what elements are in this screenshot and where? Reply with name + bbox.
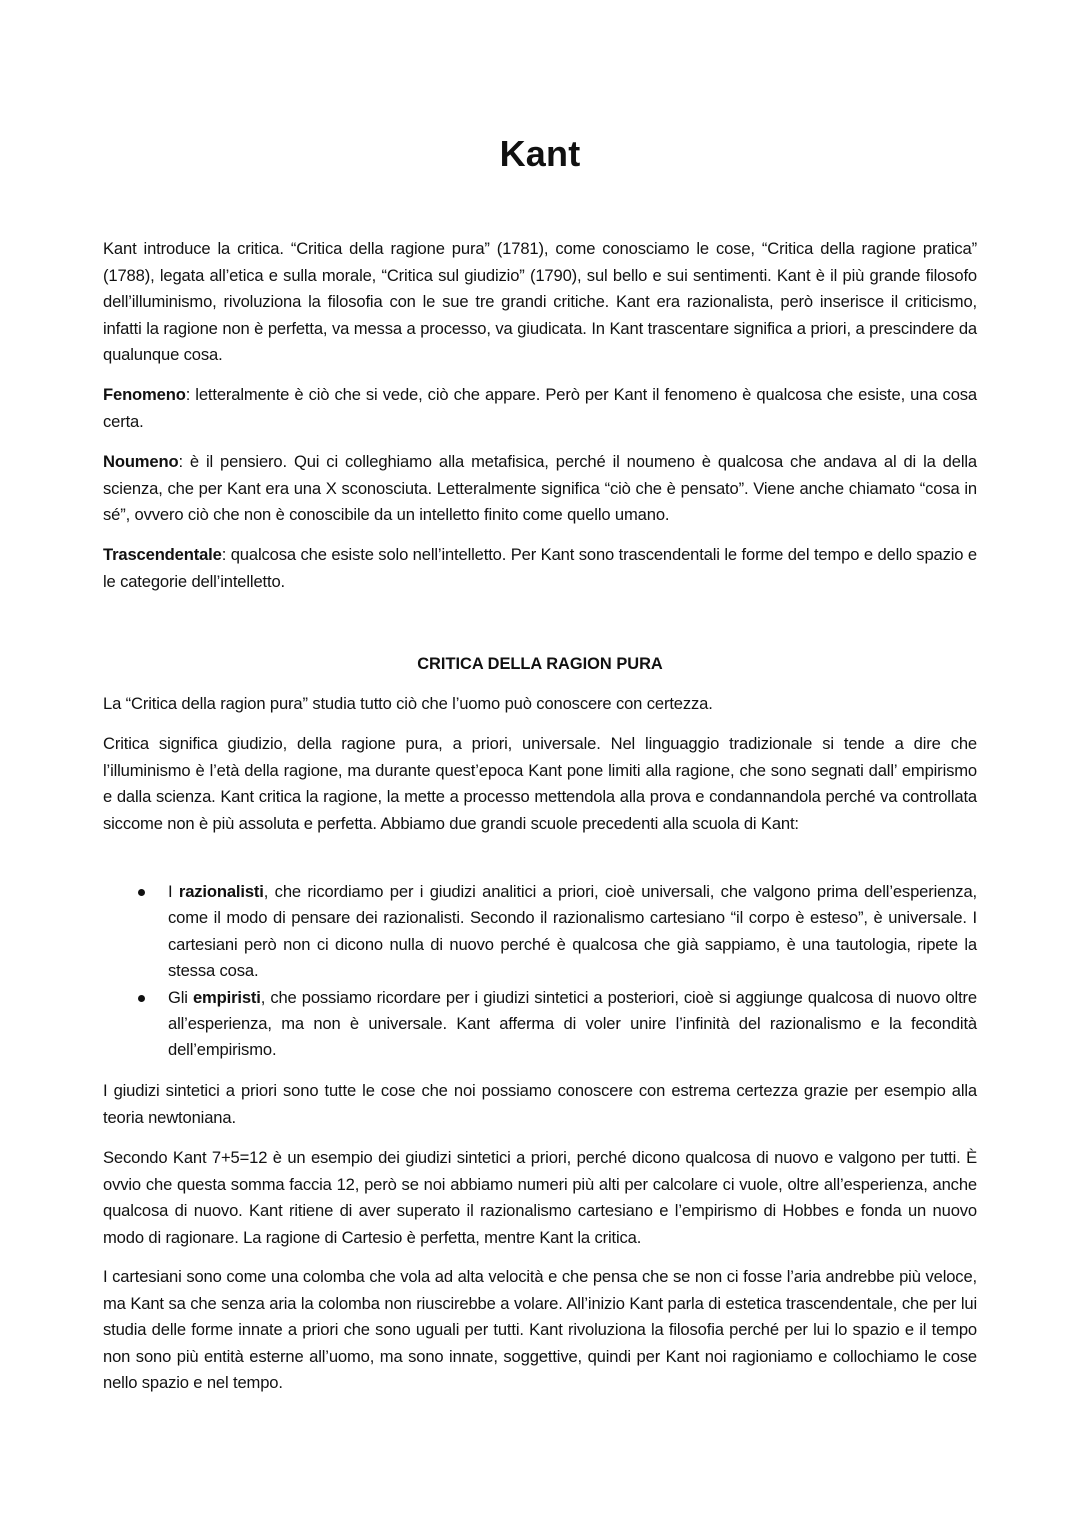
section-paragraph-4-block xyxy=(103,1145,977,1251)
section-paragraph: Secondo Kant 7+5=12 è un esempio dei giudizi sintetici a priori, perché dicono qualcosa di nuovo e valgono per tutti. È ovvio che questa somma faccia 12, però se noi abbiamo numeri più alti per calcolare ci vuole, oltre all’esperienza, anche qualcosa di nuovo. Kant ritiene di aver superato il razionalismo cartesiano e l’empirismo di Hobbes e fonda un nuovo modo di ragionare. La ragione di Cartesio è perfetta, mentre Kant la critica. xyxy=(103,1148,977,1247)
section-paragraph: Critica significa giudizio, della ragione pura, a priori, universale. Nel linguaggio tradizionale si tende a dire che l’illuminismo è l’età della ragione, ma durante quest’epoca Kant pone limiti alla ragione, che sono segnati dall’ empirismo e dalla scienza. Kant critica la ragione, la mette a processo mettendola alla prova e condannandola perché va controllata siccome non è più assoluta e perfetta. Abbiamo due grandi scuole precedenti alla scuola di Kant: xyxy=(103,734,977,833)
section-paragraph: I giudizi sintetici a priori sono tutte le cose che noi possiamo conoscere con estrema certezza grazie per esempio alla teoria newtoniana. xyxy=(103,1081,977,1127)
section-heading-block xyxy=(103,651,977,677)
bullet-prefix: I xyxy=(168,882,179,901)
section-paragraph-1-block xyxy=(103,691,977,718)
bullet-text: , che possiamo ricordare per i giudizi sintetici a posteriori, cioè si aggiunge qualcosa di nuovo oltre all’esperienza, ma non è universale. Kant afferma di voler unire l’infinità del razionalismo e la fecondità dell’empirismo. xyxy=(168,987,977,1060)
section-heading: CRITICA DELLA RAGION PURA xyxy=(417,655,663,673)
section-paragraph-3-block xyxy=(103,1078,977,1131)
section-paragraph-5-block xyxy=(103,1264,977,1397)
bullet-prefix: Gli xyxy=(168,987,193,1007)
section-paragraph: I cartesiani sono come una colomba che vola ad alta velocità e che pensa che se non ci fosse l’aria andrebbe più veloce, ma Kant sa che senza aria la colomba non riuscirebbe a volare. All’inizio Kant parla di estetica trascendentale, che per lui studia delle forme innate a priori che sono uguali per tutti. Kant rivoluziona la filosofia perché per lui lo spazio e il tempo non sono più entità esterne all’uomo, ma sono innate, soggettive, quindi per Kant noi ragioniamo e collochiamo le cose nello spazio e nel tempo. xyxy=(103,1267,977,1393)
definition-text: : qualcosa che esiste solo nell’intelletto. Per Kant sono trascendentali le forme del tempo e dello spazio e le categorie dell’intelletto. xyxy=(103,545,977,591)
bullet-item-razionalisti xyxy=(103,879,977,985)
bullet-text: , che ricordiamo per i giudizi analitici a priori, cioè universali, che valgono prima dell’esperienza, come il modo di pensare dei razionalisti. Secondo il razionalismo cartesiano “il corpo è esteso”, è universale. I cartesiani però non ci dicono nulla di nuovo perché è qualcosa che già sappiamo, è una tautologia, ripete la stessa cosa. xyxy=(168,882,977,981)
definition-term: Fenomeno xyxy=(103,385,186,404)
definition-fenomeno xyxy=(103,382,977,435)
definition-text: : letteralmente è ciò che si vede, ciò che appare. Però per Kant il fenomeno è qualcosa che esiste, una cosa certa. xyxy=(103,385,977,431)
bullet-list-block xyxy=(103,879,977,1064)
section-paragraph: La “Critica della ragion pura” studia tutto ciò che l’uomo può conoscere con certezza. xyxy=(103,694,713,713)
definition-paragraph xyxy=(103,542,977,595)
definition-text: : è il pensiero. Qui ci colleghiamo alla metafisica, perché il noumeno è qualcosa che andava al di la della scienza, che per Kant era una X sconosciuta. Letteralmente significa “ciò che è pensato”. Viene anche chiamato “cosa in sé”, ovvero ciò che non è conoscibile da un intelletto finito come quello umano. xyxy=(103,452,977,525)
intro-paragraph: Kant introduce la critica. “Critica della ragione pura” (1781), come conosciamo le cose, “Critica della ragione pratica” (1788), legata all’etica e sulla morale, “Critica sul giudizio” (1790), sul bello e sui sentimenti. Kant è il più grande filosofo dell’illuminismo, rivoluziona la filosofia con le sue tre grandi critiche. Kant era razionalista, però inserisce il criticismo, infatti la ragione non è perfetta, va messa a processo, va giudicata. In Kant trascentare significa a priori, a prescindere da qualunque cosa. xyxy=(103,239,977,365)
bullet-list xyxy=(103,879,977,1064)
definition-term: Noumeno xyxy=(103,452,179,471)
bullet-term: razionalisti xyxy=(178,882,264,901)
definition-trascendentale xyxy=(103,542,977,595)
section-paragraph-2-block xyxy=(103,731,977,837)
intro-block xyxy=(103,236,977,369)
document-title: Kant xyxy=(499,133,581,174)
definition-noumeno xyxy=(103,449,977,529)
definition-paragraph xyxy=(103,449,977,529)
definition-paragraph xyxy=(103,382,977,435)
bullet-term: empiristi xyxy=(192,987,261,1007)
bullet-icon xyxy=(138,889,145,896)
bullet-item-empiristi xyxy=(103,985,977,1064)
definition-term: Trascendentale xyxy=(103,545,222,564)
bullet-icon xyxy=(138,995,145,1002)
